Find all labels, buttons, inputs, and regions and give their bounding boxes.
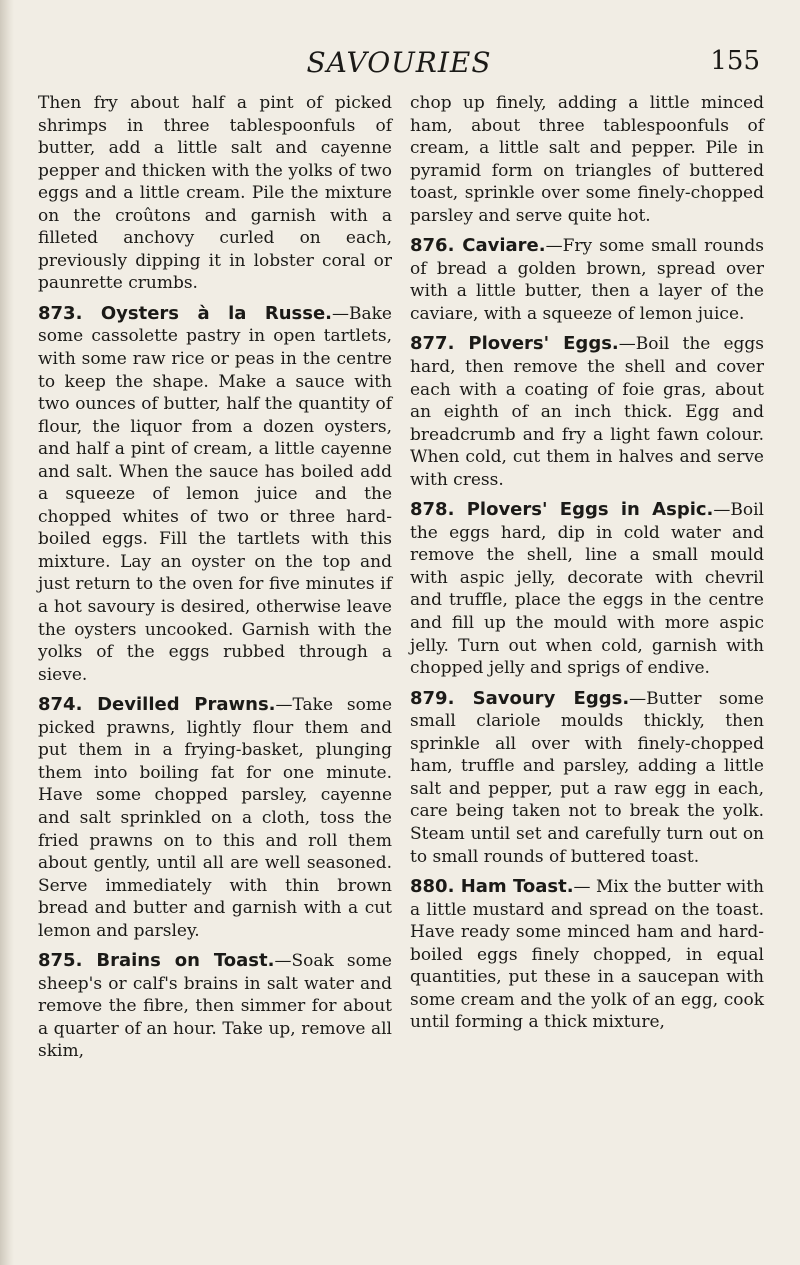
right-column xyxy=(410,92,764,1071)
recipe-text: —Take some picked prawns, lightly flour them and put them in a frying-basket, plunging them into boiling fat for one minute. Have some chopped parsley, cayenne and salt sprinkled on a cloth, toss the fried prawns on to this and roll them about gently, until all are well seasoned. Serve immediately with thin brown bread and butter and garnish with a cut lemon and parsley. xyxy=(38,695,393,941)
recipe-heading: 879. Savoury Eggs. xyxy=(410,687,630,709)
recipe-text: Then fry about half a pint of picked shrimps in three tablespoonfuls of butter, add a little salt and cayenne pepper and thicken with the yolks of two eggs and a little cream. Pile the mixture on the croûtons and garnish with a filleted anchovy curled on each, previously dipping it in lobster coral or paunrette crumbs. xyxy=(38,93,392,294)
recipe-text: —Butter some small clariole moulds thickly, then sprinkle all over with finely-chopped ham, truffle and parsley, adding a little salt and pepper, put a raw egg in each, care being taken not to break the yolk. Steam until set and carefully turn out on to small rounds of buttered toast. xyxy=(410,688,764,867)
recipe-paragraph xyxy=(410,688,764,868)
recipe-text: —Fry some small rounds of bread a golden brown, spread over with a little butter, then a layer of the caviare, with a squeeze of lemon juice. xyxy=(410,236,764,324)
recipe-paragraph xyxy=(38,694,392,942)
recipe-text: — Mix the butter with a little mustard and spread on the toast. Have ready some minced ham and hard-boiled eggs finely chopped, in equal quantities, put these in a saucepan with some cream and the yolk of an egg, cook until forming a thick mixture, xyxy=(410,877,764,1033)
recipe-heading: 880. Ham Toast. xyxy=(410,876,574,898)
recipe-paragraph xyxy=(38,303,392,686)
recipe-paragraph xyxy=(410,876,764,1034)
recipe-paragraph xyxy=(38,950,392,1063)
page-header xyxy=(38,46,760,86)
recipe-paragraph xyxy=(410,235,764,325)
recipe-heading: 877. Plovers' Eggs. xyxy=(410,333,619,355)
recipe-paragraph xyxy=(410,499,764,679)
recipe-heading: 876. Caviare. xyxy=(410,235,546,257)
left-column xyxy=(38,92,392,1071)
recipe-paragraph xyxy=(410,92,764,227)
recipe-text: chop up finely, adding a little minced ham, about three tablespoonfuls of cream, a little salt and pepper. Pile in pyramid form on triangles of buttered toast, sprinkle over some finely-chopped parsley and serve quite hot. xyxy=(410,93,764,226)
recipe-heading: 874. Devilled Prawns. xyxy=(38,694,276,716)
recipe-heading: 873. Oysters à la Russe. xyxy=(38,302,332,324)
recipe-paragraph xyxy=(38,92,392,295)
recipe-text: —Boil the eggs hard, dip in cold water and remove the shell, line a small mould with aspic jelly, decorate with chevril and truffle, place the eggs in the centre and fill up the mould with more aspic jelly. Turn out when cold, garnish with chopped jelly and sprigs of endive. xyxy=(410,500,764,679)
recipe-text: —Bake some cassolette pastry in open tartlets, with some raw rice or peas in the centre to keep the shape. Make a sauce with two ounces of butter, half the quantity of flour, the liquor from a dozen oysters, and half a pint of cream, a little cayenne and salt. When the sauce has boiled add a squeeze of lemon juice and the chopped whites of two or three hard-boiled eggs. Fill the tartlets with this mixture. Lay an oyster on the top and just return to the oven for five minutes if a hot savoury is desired, otherwise leave the oysters uncooked. Garnish with the yolks of the eggs rubbed through a sieve. xyxy=(38,303,392,685)
text-columns xyxy=(38,92,764,1071)
page-number: 155 xyxy=(710,46,760,76)
book-spine-shadow xyxy=(0,0,14,1265)
recipe-paragraph xyxy=(410,333,764,491)
recipe-text: —Soak some sheep's or calf's brains in salt water and remove the fibre, then simmer for about a quarter of an hour. Take up, remove all skim, xyxy=(38,951,392,1062)
running-title: SAVOURIES xyxy=(306,46,492,79)
recipe-heading: 878. Plovers' Eggs in Aspic. xyxy=(410,499,714,521)
recipe-text: —Boil the eggs hard, then remove the shell and cover each with a coating of foie gras, about an eighth of an inch thick. Egg and breadcrumb and fry a light fawn colour. When cold, cut them in halves and serve with cress. xyxy=(410,334,764,490)
recipe-heading: 875. Brains on Toast. xyxy=(38,950,275,972)
